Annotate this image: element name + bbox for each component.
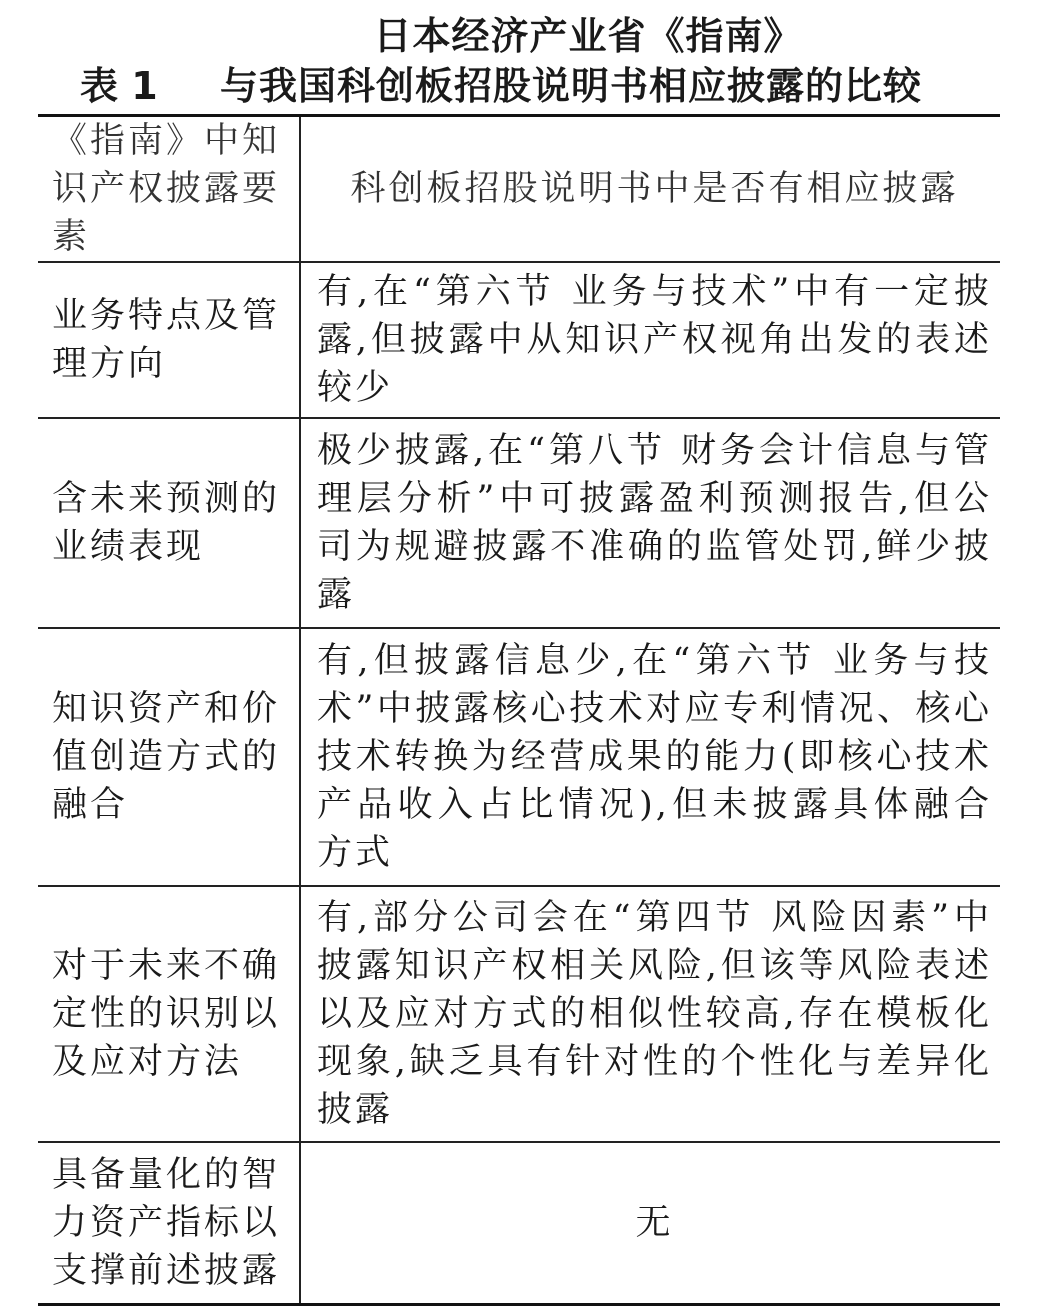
table-title-line2 [80,60,922,112]
table-row [38,886,1000,1142]
header-element: 《指南》中知识产权披露要素 [38,116,300,263]
row-disclosure: 无 [300,1142,1000,1304]
row-disclosure: 有,部分公司会在“第四节 风险因素”中披露知识产权相关风险,但该等风险表述以及应对方式的相似性较高,存在模板化现象,缺乏具有针对性的个性化与差异化披露 [300,886,1000,1142]
table-caption: 与我国科创板招股说明书相应披露的比较 [220,64,923,108]
header-disclosure: 科创板招股说明书中是否有相应披露 [300,116,1000,263]
row-disclosure: 有,在“第六节 业务与技术”中有一定披露,但披露中从知识产权视角出发的表述较少 [300,262,1000,418]
row-disclosure: 有,但披露信息少,在“第六节 业务与技术”中披露核心技术对应专利情况、核心技术转换为经营成果的能力(即核心技术产品收入占比情况),但未披露具体融合方式 [300,628,1000,886]
table-row [38,628,1000,886]
table-row [38,1142,1000,1304]
row-element: 对于未来不确定性的识别以及应对方法 [38,886,300,1142]
row-element: 含未来预测的业绩表现 [38,418,300,628]
comparison-table [38,114,1000,1306]
table-title-line1: 日本经济产业省《指南》 [373,14,803,58]
row-element: 业务特点及管理方向 [38,262,300,418]
row-element: 知识资产和价值创造方式的融合 [38,628,300,886]
row-element: 具备量化的智力资产指标以支撑前述披露 [38,1142,300,1304]
table-row [38,262,1000,418]
table-number: 表 1 [80,64,158,108]
table-row [38,418,1000,628]
row-disclosure: 极少披露,在“第八节 财务会计信息与管理层分析”中可披露盈利预测报告,但公司为规避披露不准确的监管处罚,鲜少披露 [300,418,1000,628]
table-header-row [38,116,1000,263]
